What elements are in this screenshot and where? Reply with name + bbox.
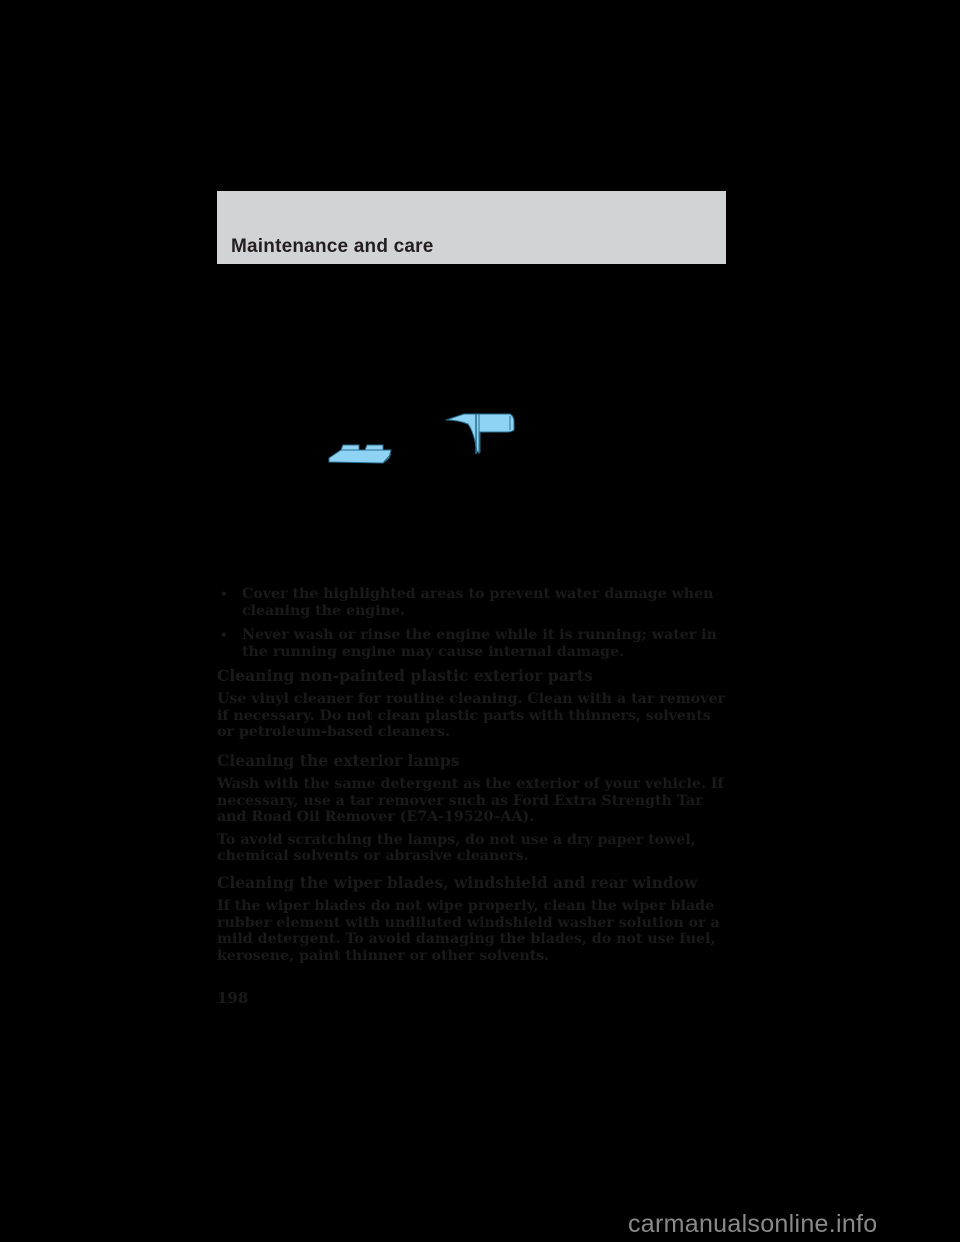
bullet-text: Never wash or rinse the engine while it is running; water in the running engine may cause internal damage. xyxy=(242,627,717,660)
paragraph: Wash with the same detergent as the exterior of your vehicle. If necessary, use a tar remover such as Ford Extra Strength Tar and Road Oil Remover (E7A-19520–AA). xyxy=(217,776,724,825)
paragraph: To avoid scratching the lamps, do not use a dry paper towel, chemical solvents or abrasive cleaners. xyxy=(217,831,696,864)
section-wiper-blades xyxy=(217,874,727,970)
section-exterior-lamps xyxy=(217,752,727,871)
paragraph: If the wiper blades do not wipe properly, clean the wiper blade rubber element with undiluted windshield washer solution or a mild detergent. To avoid damaging the blades, do not use fuel, kerosene, paint thinner or other solvents. xyxy=(217,898,720,964)
section-title: Maintenance and care xyxy=(231,236,434,257)
section-header xyxy=(217,191,726,264)
bullet-item xyxy=(217,627,727,660)
bullet-icon: • xyxy=(220,587,228,601)
section-heading: Cleaning the exterior lamps xyxy=(217,751,460,770)
bullet-icon: • xyxy=(220,628,228,642)
page-number: 198 xyxy=(217,989,249,1007)
section-heading: Cleaning non-painted plastic exterior parts xyxy=(217,666,593,685)
section-plastic-parts xyxy=(217,667,727,747)
highlighted-cover-left-icon xyxy=(327,436,407,466)
bullet-text: Cover the highlighted areas to prevent water damage when cleaning the engine. xyxy=(242,586,714,619)
section-heading: Cleaning the wiper blades, windshield and rear window xyxy=(217,873,698,892)
watermark: carmanualsonline.info xyxy=(628,1210,878,1238)
engine-illustration xyxy=(217,290,726,560)
bullet-list xyxy=(217,586,727,668)
paragraph: Use vinyl cleaner for routine cleaning. Clean with a tar remover if necessary. Do not clean plastic parts with thinners, solvents or petroleum-based cleaners. xyxy=(217,691,725,740)
highlighted-cover-right-icon xyxy=(444,412,516,456)
bullet-item xyxy=(217,586,727,619)
